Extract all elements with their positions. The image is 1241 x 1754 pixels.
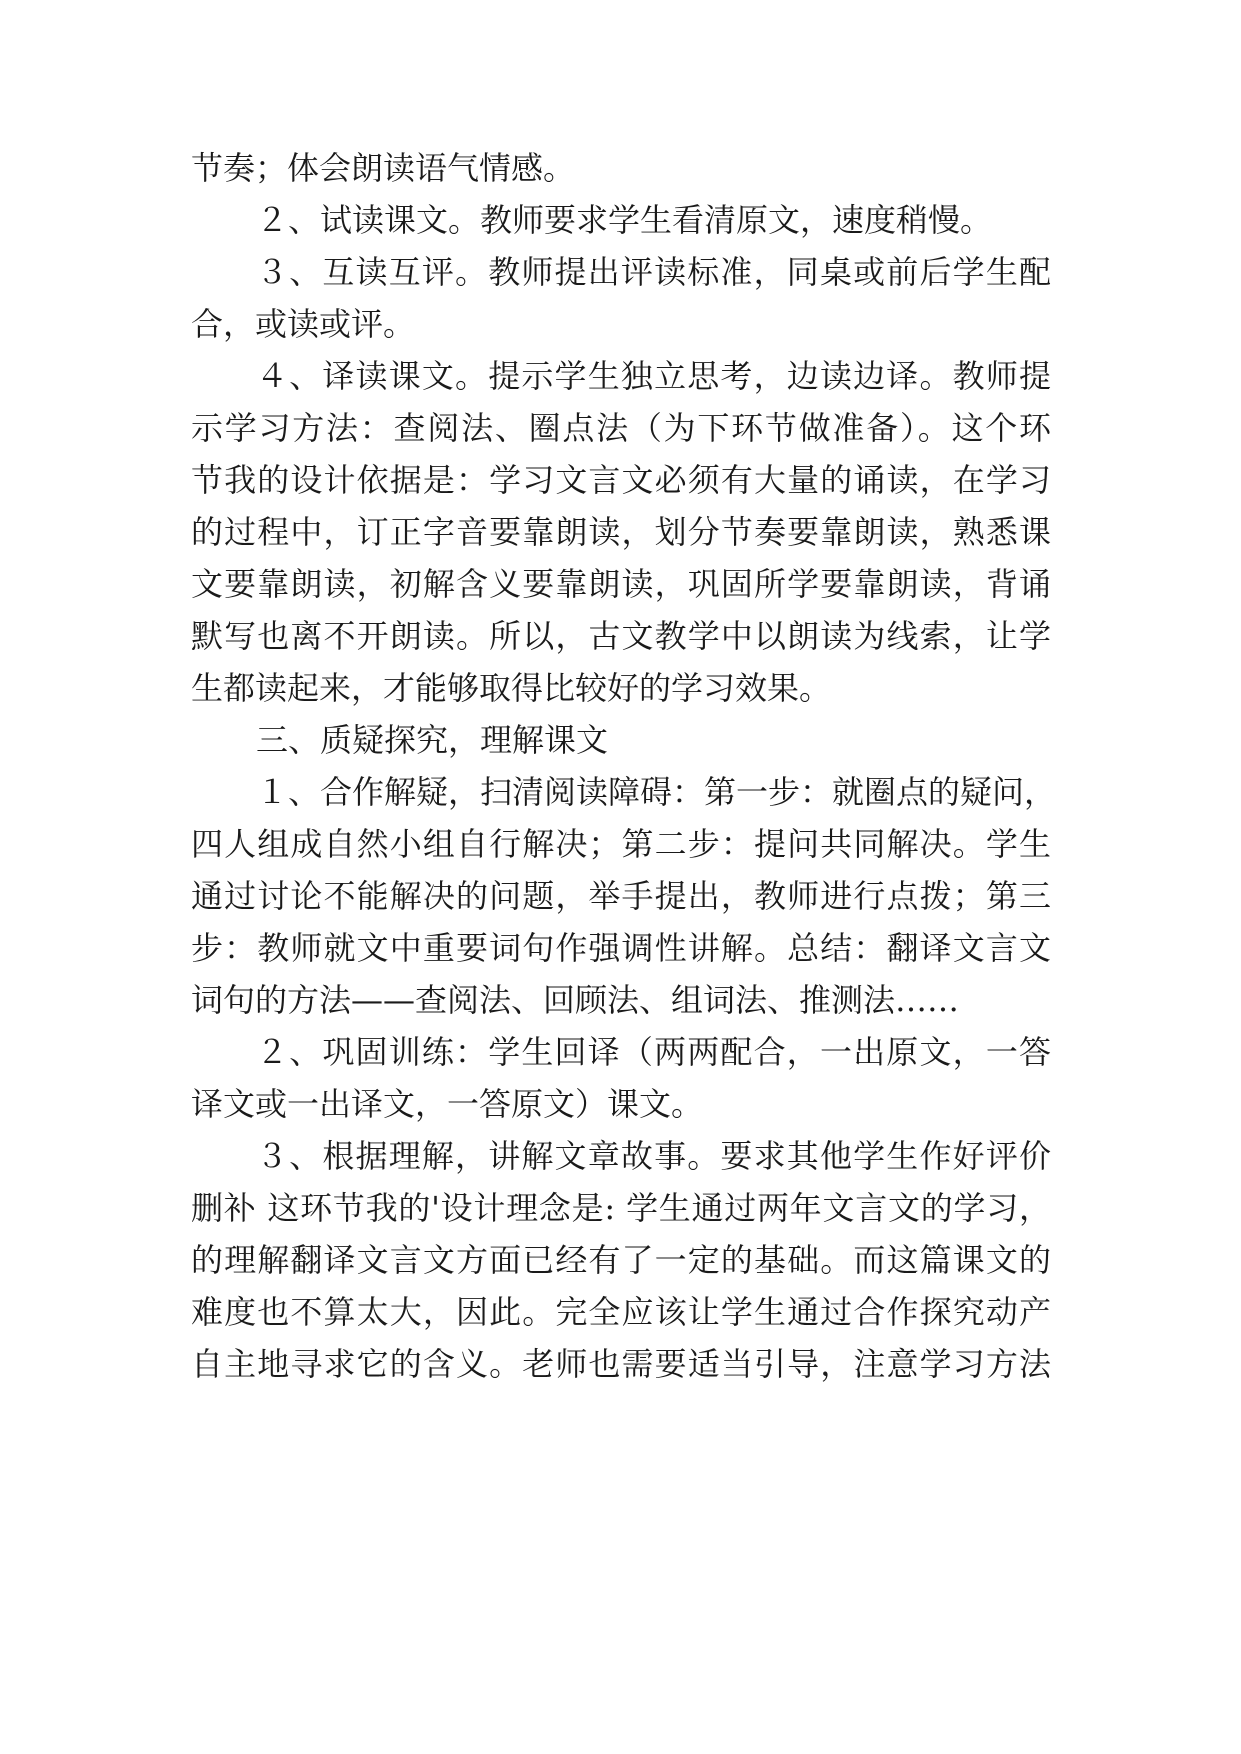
text-line: 节奏；体会朗读语气情感。 (191, 149, 576, 187)
text-line: １、合作解疑，扫清阅读障碍：第一步：就圈点的疑问， (256, 773, 1057, 811)
text-line: 的过程中，订正字音要靠朗读，划分节奏要靠朗读，熟悉课 (191, 513, 1051, 551)
text-line: 文要靠朗读，初解含义要靠朗读，巩固所学要靠朗读，背诵 (191, 565, 1051, 603)
text-line: 步：教师就文中重要词句作强调性讲解。总结：翻译文言文 (191, 929, 1051, 967)
text-line: 的理解翻译文言文方面已经有了一定的基础。而这篇课文的 (191, 1241, 1051, 1279)
text-line: ２、试读课文。教师要求学生看清原文，速度稍慢。 (256, 201, 993, 239)
text-line: 删补 这环节我的'设计理念是: 学生通过两年文言文的学习， (191, 1189, 1051, 1227)
text-line: ４、译读课文。提示学生独立思考，边读边译。教师提 (256, 357, 1051, 395)
text-line: 示学习方法：查阅法、圈点法（为下环节做准备）。这个环 (191, 409, 1051, 447)
text-line: ３、互读互评。教师提出评读标准，同桌或前后学生配 (256, 253, 1051, 291)
text-line: 合，或读或评。 (191, 305, 416, 343)
text-line: 默写也离不开朗读。所以，古文教学中以朗读为线索，让学 (191, 617, 1051, 655)
text-line: 词句的方法——查阅法、回顾法、组词法、推测法…… (191, 981, 960, 1019)
text-line: 译文或一出译文，一答原文）课文。 (191, 1085, 704, 1123)
text-line: 四人组成自然小组自行解决；第二步：提问共同解决。学生 (191, 825, 1051, 863)
text-line: 难度也不算太大，因此。完全应该让学生通过合作探究动产 (191, 1293, 1051, 1331)
text-line: 通过讨论不能解决的问题，举手提出，教师进行点拨；第三 (191, 877, 1051, 915)
text-line: ３、根据理解，讲解文章故事。要求其他学生作好评价 (256, 1137, 1051, 1175)
text-line: 节我的设计依据是：学习文言文必须有大量的诵读，在学习 (191, 461, 1051, 499)
section-heading: 三、质疑探究，理解课文 (256, 721, 609, 759)
text-line: 生都读起来，才能够取得比较好的学习效果。 (191, 669, 832, 707)
text-line: 自主地寻求它的含义。老师也需要适当引导，注意学习方法 (191, 1345, 1051, 1383)
text-line: ２、巩固训练：学生回译（两两配合，一出原文，一答 (256, 1033, 1051, 1071)
